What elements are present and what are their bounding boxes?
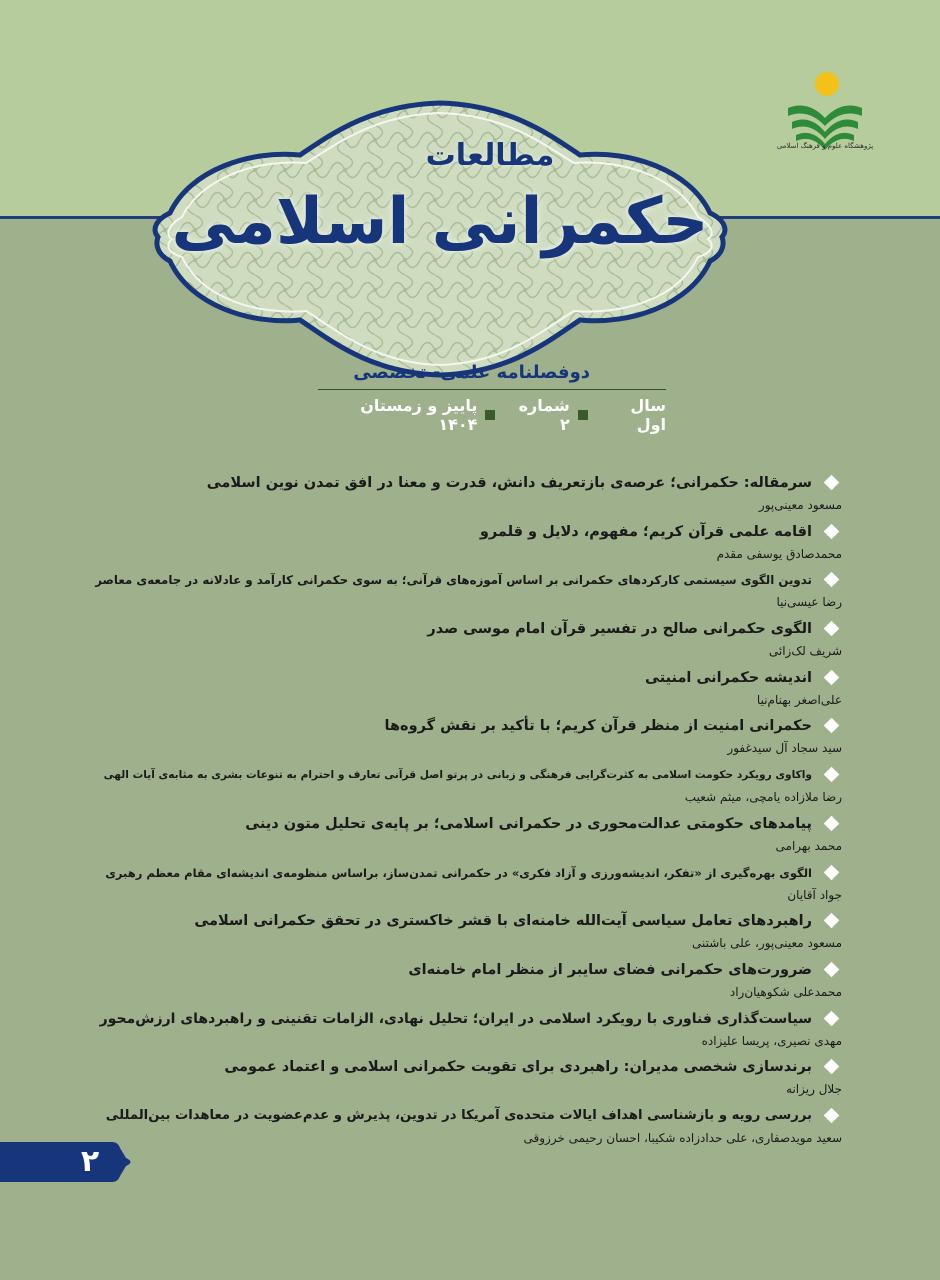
diamond-bullet-icon [824,718,840,734]
diamond-bullet-icon [824,913,840,929]
diamond-bullet-icon [824,621,840,637]
article-title: ضرورت‌های حکمرانی فضای سایبر از منظر امام خامنه‌ای [408,961,812,978]
toc-item [90,715,842,764]
toc-item [90,813,842,862]
article-title: پیامدهای حکومتی عدالت‌محوری در حکمرانی اسلامی؛ بر پایه‌ی تحلیل متون دینی [245,815,812,832]
article-authors: رضا عیسی‌نیا [776,595,842,610]
article-authors: محمدصادق یوسفی مقدم [716,546,842,561]
article-title: راهبردهای تعامل سیاسی آیت‌الله خامنه‌ای با قشر خاکستری در تحقق حکمرانی اسلامی [194,913,812,930]
diamond-bullet-icon [824,816,840,832]
toc-item [90,1008,842,1057]
diamond-bullet-icon [824,767,840,783]
article-title: الگوی بهره‌گیری از «تفکر، اندیشه‌ورزی و آزاد فکری» در حکمرانی تمدن‌ساز، براساس منظومه‌ی اندیشه‌ای مقام معظم رهبری [105,865,812,880]
article-title: سیاست‌گذاری فناوری با رویکرد اسلامی در ایران؛ تحلیل نهادی، الزامات تقنینی و راهبردهای ارزش‌محور [99,1010,812,1027]
diamond-bullet-icon [824,1108,840,1124]
diamond-bullet-icon [824,475,840,491]
journal-title: حکمرانی اسلامی [171,185,709,259]
toc-item [90,862,842,911]
toc-item [90,472,842,521]
square-separator-icon [485,410,495,420]
article-authors: جواد آقایان [787,887,842,902]
publisher-caption: پژوهشگاه علوم و فرهنگ اسلامی [776,142,874,150]
diamond-bullet-icon [824,962,840,978]
toc-item [90,569,842,618]
article-authors: رضا ملازاده یامچی، میثم شعیب [684,790,842,805]
toc-item [90,521,842,570]
article-title: سرمقاله: حکمرانی؛ عرصه‌ی بازتعریف دانش، قدرت و معنا در افق تمدن نوین اسلامی [206,475,812,491]
table-of-contents [90,472,842,1154]
article-authors: مهدی نصیری، پریسا علیزاده [701,1033,842,1048]
article-authors: شریف لک‌زائی [768,644,842,659]
article-title: تدوین الگوی سیستمی کارکردهای حکمرانی بر اساس آموزه‌های قرآنی؛ به سوی حکمرانی کارآمد و عادلانه در جامعه‌ی معاصر [95,573,812,588]
diamond-bullet-icon [824,669,840,685]
article-authors: علی‌اصغر بهنام‌نیا [756,692,842,707]
journal-subtitle: مطالعات [425,138,555,173]
toc-item [90,618,842,667]
diamond-bullet-icon [824,1010,840,1026]
article-authors: جلال ریزانه [786,1082,842,1097]
issue-season: پاییز و زمستان ۱۴۰۴ [360,396,478,434]
article-title: اقامه علمی قرآن کریم؛ مفهوم، دلایل و قلمرو [479,523,812,540]
diamond-bullet-icon [824,572,840,588]
toc-item [90,1056,842,1105]
issue-number-text: شماره ۲ [518,396,570,434]
article-authors: مسعود معینی‌پور [758,498,842,512]
toc-item [90,1105,842,1154]
article-authors: محمد بهرامی [775,838,842,853]
toc-item [90,959,842,1008]
issue-number-badge: ۲ [80,1144,100,1179]
article-title: حکمرانی امنیت از منظر قرآن کریم؛ با تأکید بر نقش گروه‌ها [384,718,812,735]
issue-year: سال اول [630,396,666,434]
journal-type: دوفصلنامه علمی- تخصصی [353,362,590,383]
header-underline [318,389,666,390]
square-separator-icon [578,410,588,420]
diamond-bullet-icon [824,1059,840,1075]
article-title: اندیشه حکمرانی امنیتی [645,669,812,686]
article-title: واکاوی رویکرد حکومت اسلامی به کثرت‌گرایی فرهنگی و زبانی در پرتو اصل قرآنی تعارف و احترام به تنوعات بشری به مثابه‌ی آیات الهی [103,769,812,782]
issue-number-tab [0,1142,135,1182]
article-authors: سعید موید‌صفاری، علی حدادزاده شکیبا، احسان رحیمی خرزوقی [523,1130,842,1145]
toc-item [90,764,842,813]
issue-info [316,396,666,434]
article-authors: مسعود معینی‌پور، علی باشتنی [691,936,842,951]
article-title: بررسی رویه و بازشناسی اهداف ایالات متحده‌ی آمریکا در تدوین، پذیرش و عدم‌عضویت در معاهدات بین‌المللی [105,1107,812,1123]
toc-item [90,667,842,716]
article-title: الگوی حکمرانی صالح در تفسیر قرآن امام موسی صدر [427,621,812,638]
article-authors: سید سجاد آل سید‌غفور [727,741,842,756]
diamond-bullet-icon [824,864,840,880]
article-title: برندسازی شخصی مدیران: راهبردی برای تقویت حکمرانی اسلامی و اعتماد عمومی [224,1059,812,1076]
diamond-bullet-icon [824,523,840,539]
toc-item [90,910,842,959]
article-authors: محمدعلی شکوهیان‌راد [729,984,842,999]
